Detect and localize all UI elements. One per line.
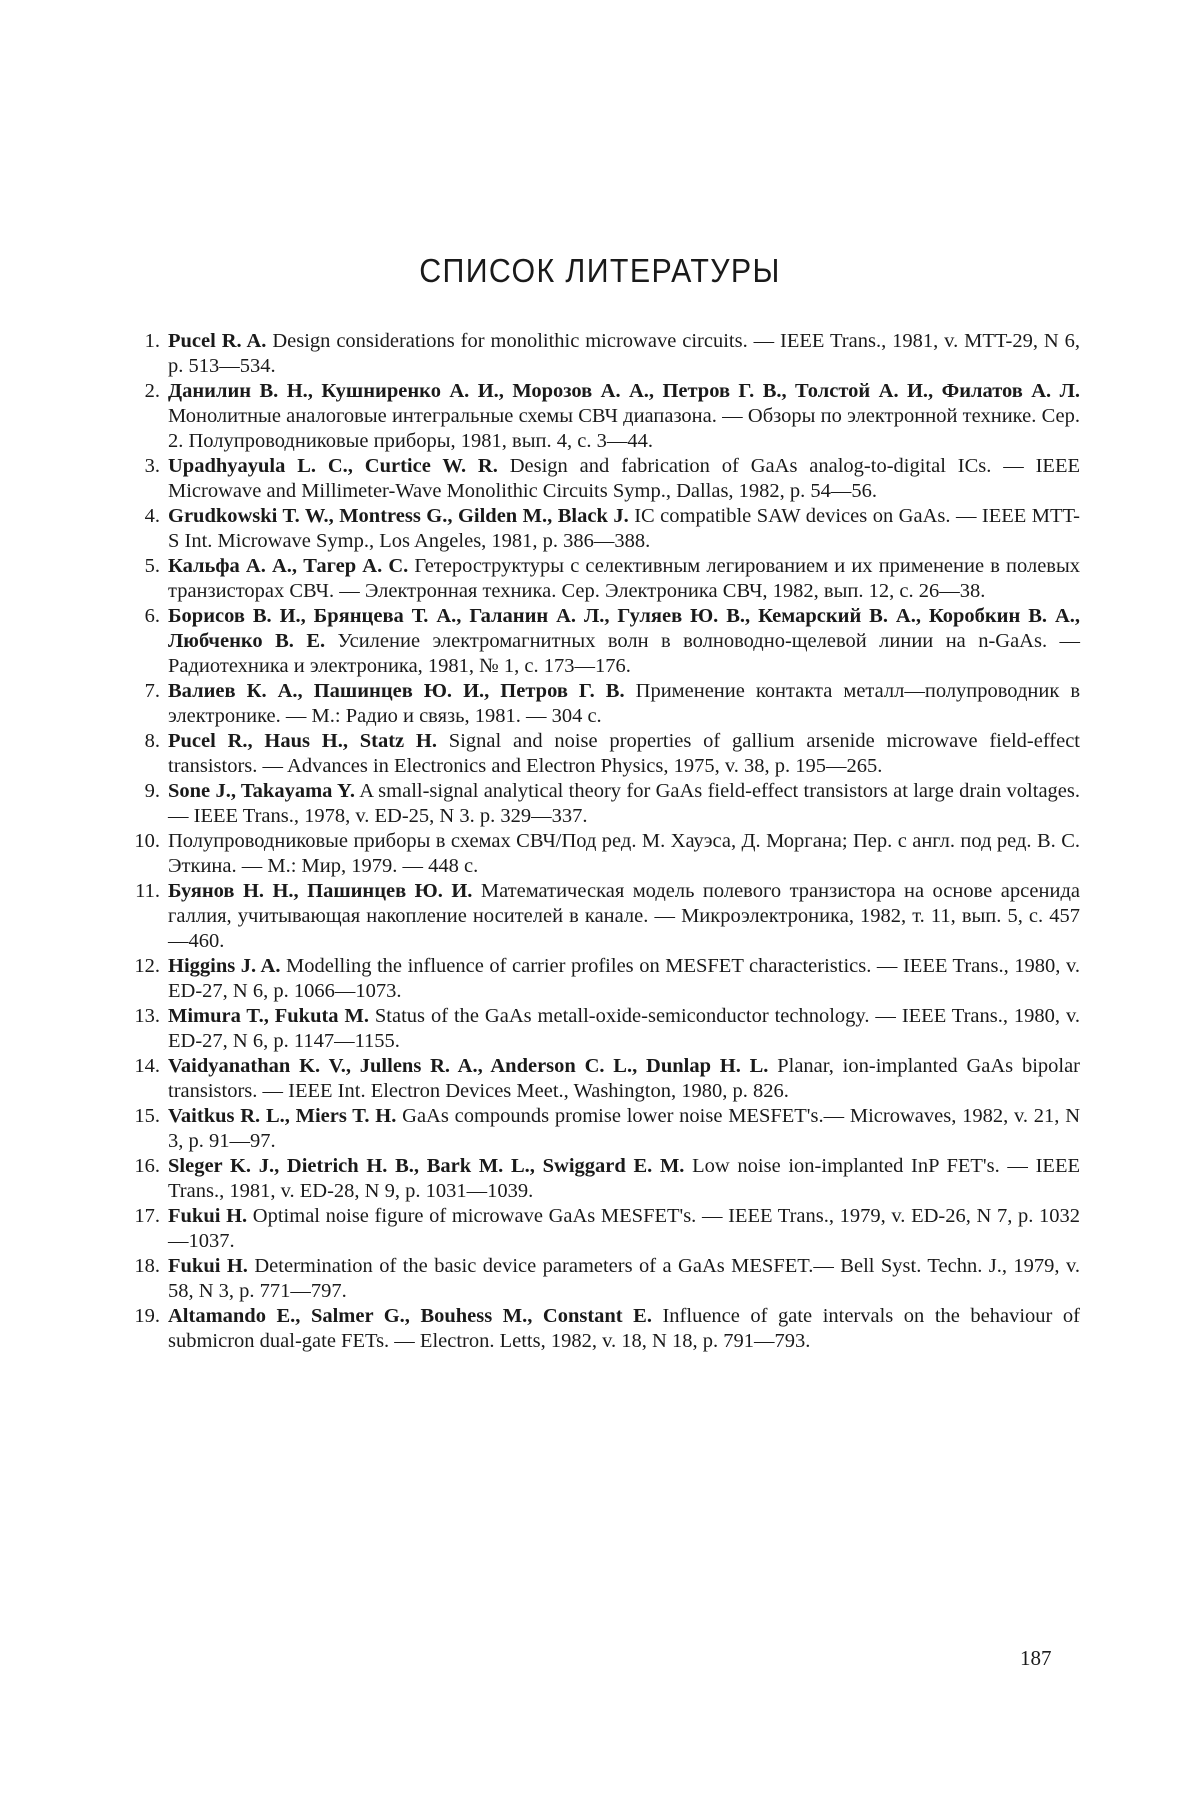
reference-item [130, 1304, 1080, 1354]
page-number: 187 [1020, 1646, 1052, 1670]
reference-item [130, 1054, 1080, 1104]
reference-item [130, 954, 1080, 1004]
reference-text [168, 454, 1080, 504]
reference-text [168, 679, 1080, 729]
reference-citation: Полупроводниковые приборы в схемах СВЧ/Под ред. М. Хауэса, Д. Моргана; Пер. с англ. под ред. В. С. Эткина. — М.: Мир, 1979. — 448 с. [168, 830, 1080, 877]
reference-citation: Status of the GaAs metall-oxide-semiconductor technology. — IEEE Trans., 1980, v. ED-27, N 6, p. 1147—1155. [168, 1005, 1081, 1052]
reference-number: 4. [144, 505, 160, 527]
reference-authors: Higgins J. A. [168, 955, 281, 977]
reference-citation: Signal and noise properties of gallium arsenide microwave field-effect transistors. — Advances in Electronics and Electron Physics, 1975, v. 38, p. 195—265. [168, 730, 1080, 777]
reference-item [130, 1004, 1080, 1054]
reference-authors: Буянов Н. Н., Пашинцев Ю. И. [168, 880, 473, 902]
reference-number: 18. [134, 1255, 160, 1277]
reference-authors: Upadhyayula L. C., Curtice W. R. [168, 455, 498, 477]
reference-citation: Design considerations for monolithic microwave circuits. — IEEE Trans., 1981, v. MTT-29, N 6, p. 513—534. [168, 330, 1080, 377]
reference-citation: Influence of gate intervals on the behaviour of submicron dual-gate FETs. — Electron. Letts, 1982, v. 18, N 18, p. 791—793. [168, 1305, 1080, 1352]
reference-item [130, 779, 1080, 829]
reference-authors: Данилин В. Н., Кушниренко А. И., Морозов А. А., Петров Г. В., Толстой А. И., Филатов А. Л. [168, 380, 1080, 402]
reference-citation: Математическая модель полевого транзистора на основе арсенида галлия, учитывающая накопление носителей в канале. — Микроэлектроника, 1982, т. 11, вып. 5, с. 457—460. [168, 880, 1080, 952]
reference-authors: Altamando E., Salmer G., Bouhess M., Constant E. [168, 1305, 652, 1327]
reference-text [168, 1004, 1080, 1054]
reference-number: 12. [134, 955, 160, 977]
reference-number: 6. [144, 605, 160, 627]
reference-item [130, 504, 1080, 554]
reference-number: 10. [134, 830, 160, 852]
reference-text [168, 1304, 1080, 1354]
reference-number: 14. [134, 1055, 160, 1077]
reference-citation: A small-signal analytical theory for GaAs field-effect transistors at large drain voltages. — IEEE Trans., 1978, v. ED-25, N 3. p. 329—337. [168, 780, 1080, 827]
reference-item [130, 329, 1080, 379]
reference-citation: Гетероструктуры с селективным легированием и их применение в полевых транзисторах СВЧ. — Электронная техника. Сер. Электроника СВЧ, 1982, вып. 12, с. 26—38. [168, 555, 1080, 602]
reference-item [130, 379, 1080, 454]
reference-text [168, 504, 1080, 554]
reference-citation: Усиление электромагнитных волн в волноводно-щелевой линии на n-GaAs. — Радиотехника и электроника, 1981, № 1, с. 173—176. [168, 630, 1080, 677]
reference-authors: Pucel R., Haus H., Statz H. [168, 730, 438, 752]
reference-list [130, 329, 1080, 1354]
reference-item [130, 1154, 1080, 1204]
reference-authors: Sone J., Takayama Y. [168, 780, 356, 802]
reference-item [130, 1204, 1080, 1254]
reference-authors: Pucel R. A. [168, 330, 267, 352]
reference-citation: Design and fabrication of GaAs analog-to-digital ICs. — IEEE Microwave and Millimeter-Wave Monolithic Circuits Symp., Dallas, 1982, p. 54—56. [168, 455, 1080, 502]
reference-item [130, 554, 1080, 604]
reference-number: 17. [134, 1205, 160, 1227]
reference-authors: Кальфа А. А., Тагер А. С. [168, 555, 409, 577]
reference-number: 13. [134, 1005, 160, 1027]
reference-authors: Vaitkus R. L., Miers T. H. [168, 1105, 397, 1127]
reference-text [168, 1154, 1080, 1204]
reference-text [168, 1254, 1080, 1304]
reference-number: 8. [144, 730, 160, 752]
reference-text [168, 779, 1080, 829]
reference-text [168, 604, 1080, 679]
reference-item [130, 829, 1080, 879]
page-title: СПИСОК ЛИТЕРАТУРЫ [419, 252, 781, 289]
reference-authors: Sleger K. J., Dietrich H. B., Bark M. L., Swiggard E. M. [168, 1155, 685, 1177]
reference-citation: Determination of the basic device parameters of a GaAs MESFET.— Bell Syst. Techn. J., 1979, v. 58, N 3, p. 771—797. [168, 1255, 1081, 1302]
reference-item [130, 454, 1080, 504]
reference-number: 16. [134, 1155, 160, 1177]
reference-authors: Vaidyanathan K. V., Jullens R. A., Anderson C. L., Dunlap H. L. [168, 1055, 769, 1077]
reference-text [168, 729, 1080, 779]
reference-authors: Grudkowski T. W., Montress G., Gilden M., Black J. [168, 505, 629, 527]
reference-text [168, 554, 1080, 604]
reference-text [168, 879, 1080, 954]
reference-number: 15. [134, 1105, 160, 1127]
reference-item [130, 604, 1080, 679]
reference-item [130, 1254, 1080, 1304]
reference-number: 3. [144, 455, 160, 477]
reference-number: 2. [144, 380, 160, 402]
reference-text [168, 1054, 1080, 1104]
reference-number: 11. [135, 880, 160, 902]
reference-number: 5. [144, 555, 160, 577]
reference-item [130, 879, 1080, 954]
reference-text [168, 379, 1080, 454]
reference-citation: Low noise ion-implanted InP FET's. — IEEE Trans., 1981, v. ED-28, N 9, p. 1031—1039. [168, 1155, 1080, 1202]
reference-text [168, 954, 1080, 1004]
reference-citation: Optimal noise figure of microwave GaAs MESFET's. — IEEE Trans., 1979, v. ED-26, N 7, p. 1032—1037. [168, 1205, 1081, 1252]
reference-text [168, 1204, 1080, 1254]
reference-text [168, 329, 1080, 379]
reference-citation: Применение контакта металл—полупроводник в электронике. — М.: Радио и связь, 1981. — 304 с. [168, 680, 1081, 727]
reference-citation: Modelling the influence of carrier profiles on MESFET characteristics. — IEEE Trans., 1980, v. ED-27, N 6, p. 1066—1073. [168, 955, 1081, 1002]
reference-authors: Fukui H. [168, 1255, 248, 1277]
reference-number: 1. [144, 330, 160, 352]
reference-text [168, 829, 1080, 879]
reference-item [130, 729, 1080, 779]
reference-authors: Валиев К. А., Пашинцев Ю. И., Петров Г. В. [168, 680, 625, 702]
reference-authors: Mimura T., Fukuta M. [168, 1005, 369, 1027]
reference-authors: Борисов В. И., Брянцева Т. А., Галанин А. Л., Гуляев Ю. В., Кемарский В. А., Коробкин В. А., Любченко В. Е. [168, 605, 1080, 652]
reference-number: 9. [144, 780, 160, 802]
reference-number: 7. [144, 680, 160, 702]
reference-citation: Planar, ion-implanted GaAs bipolar transistors. — IEEE Int. Electron Devices Meet., Washington, 1980, p. 826. [168, 1055, 1081, 1102]
reference-citation: GaAs compounds promise lower noise MESFET's.— Microwaves, 1982, v. 21, N 3, p. 91—97. [168, 1105, 1080, 1152]
reference-number: 19. [134, 1305, 160, 1327]
reference-authors: Fukui H. [168, 1205, 248, 1227]
reference-citation: Монолитные аналоговые интегральные схемы СВЧ диапазона. — Обзоры по электронной технике. Сер. 2. Полупроводниковые приборы, 1981, вып. 4, с. 3—44. [168, 405, 1080, 452]
reference-citation: IC compatible SAW devices on GaAs. — IEEE MTT-S Int. Microwave Symp., Los Angeles, 1981, p. 386—388. [168, 505, 1081, 552]
reference-text [168, 1104, 1080, 1154]
reference-item [130, 1104, 1080, 1154]
reference-item [130, 679, 1080, 729]
